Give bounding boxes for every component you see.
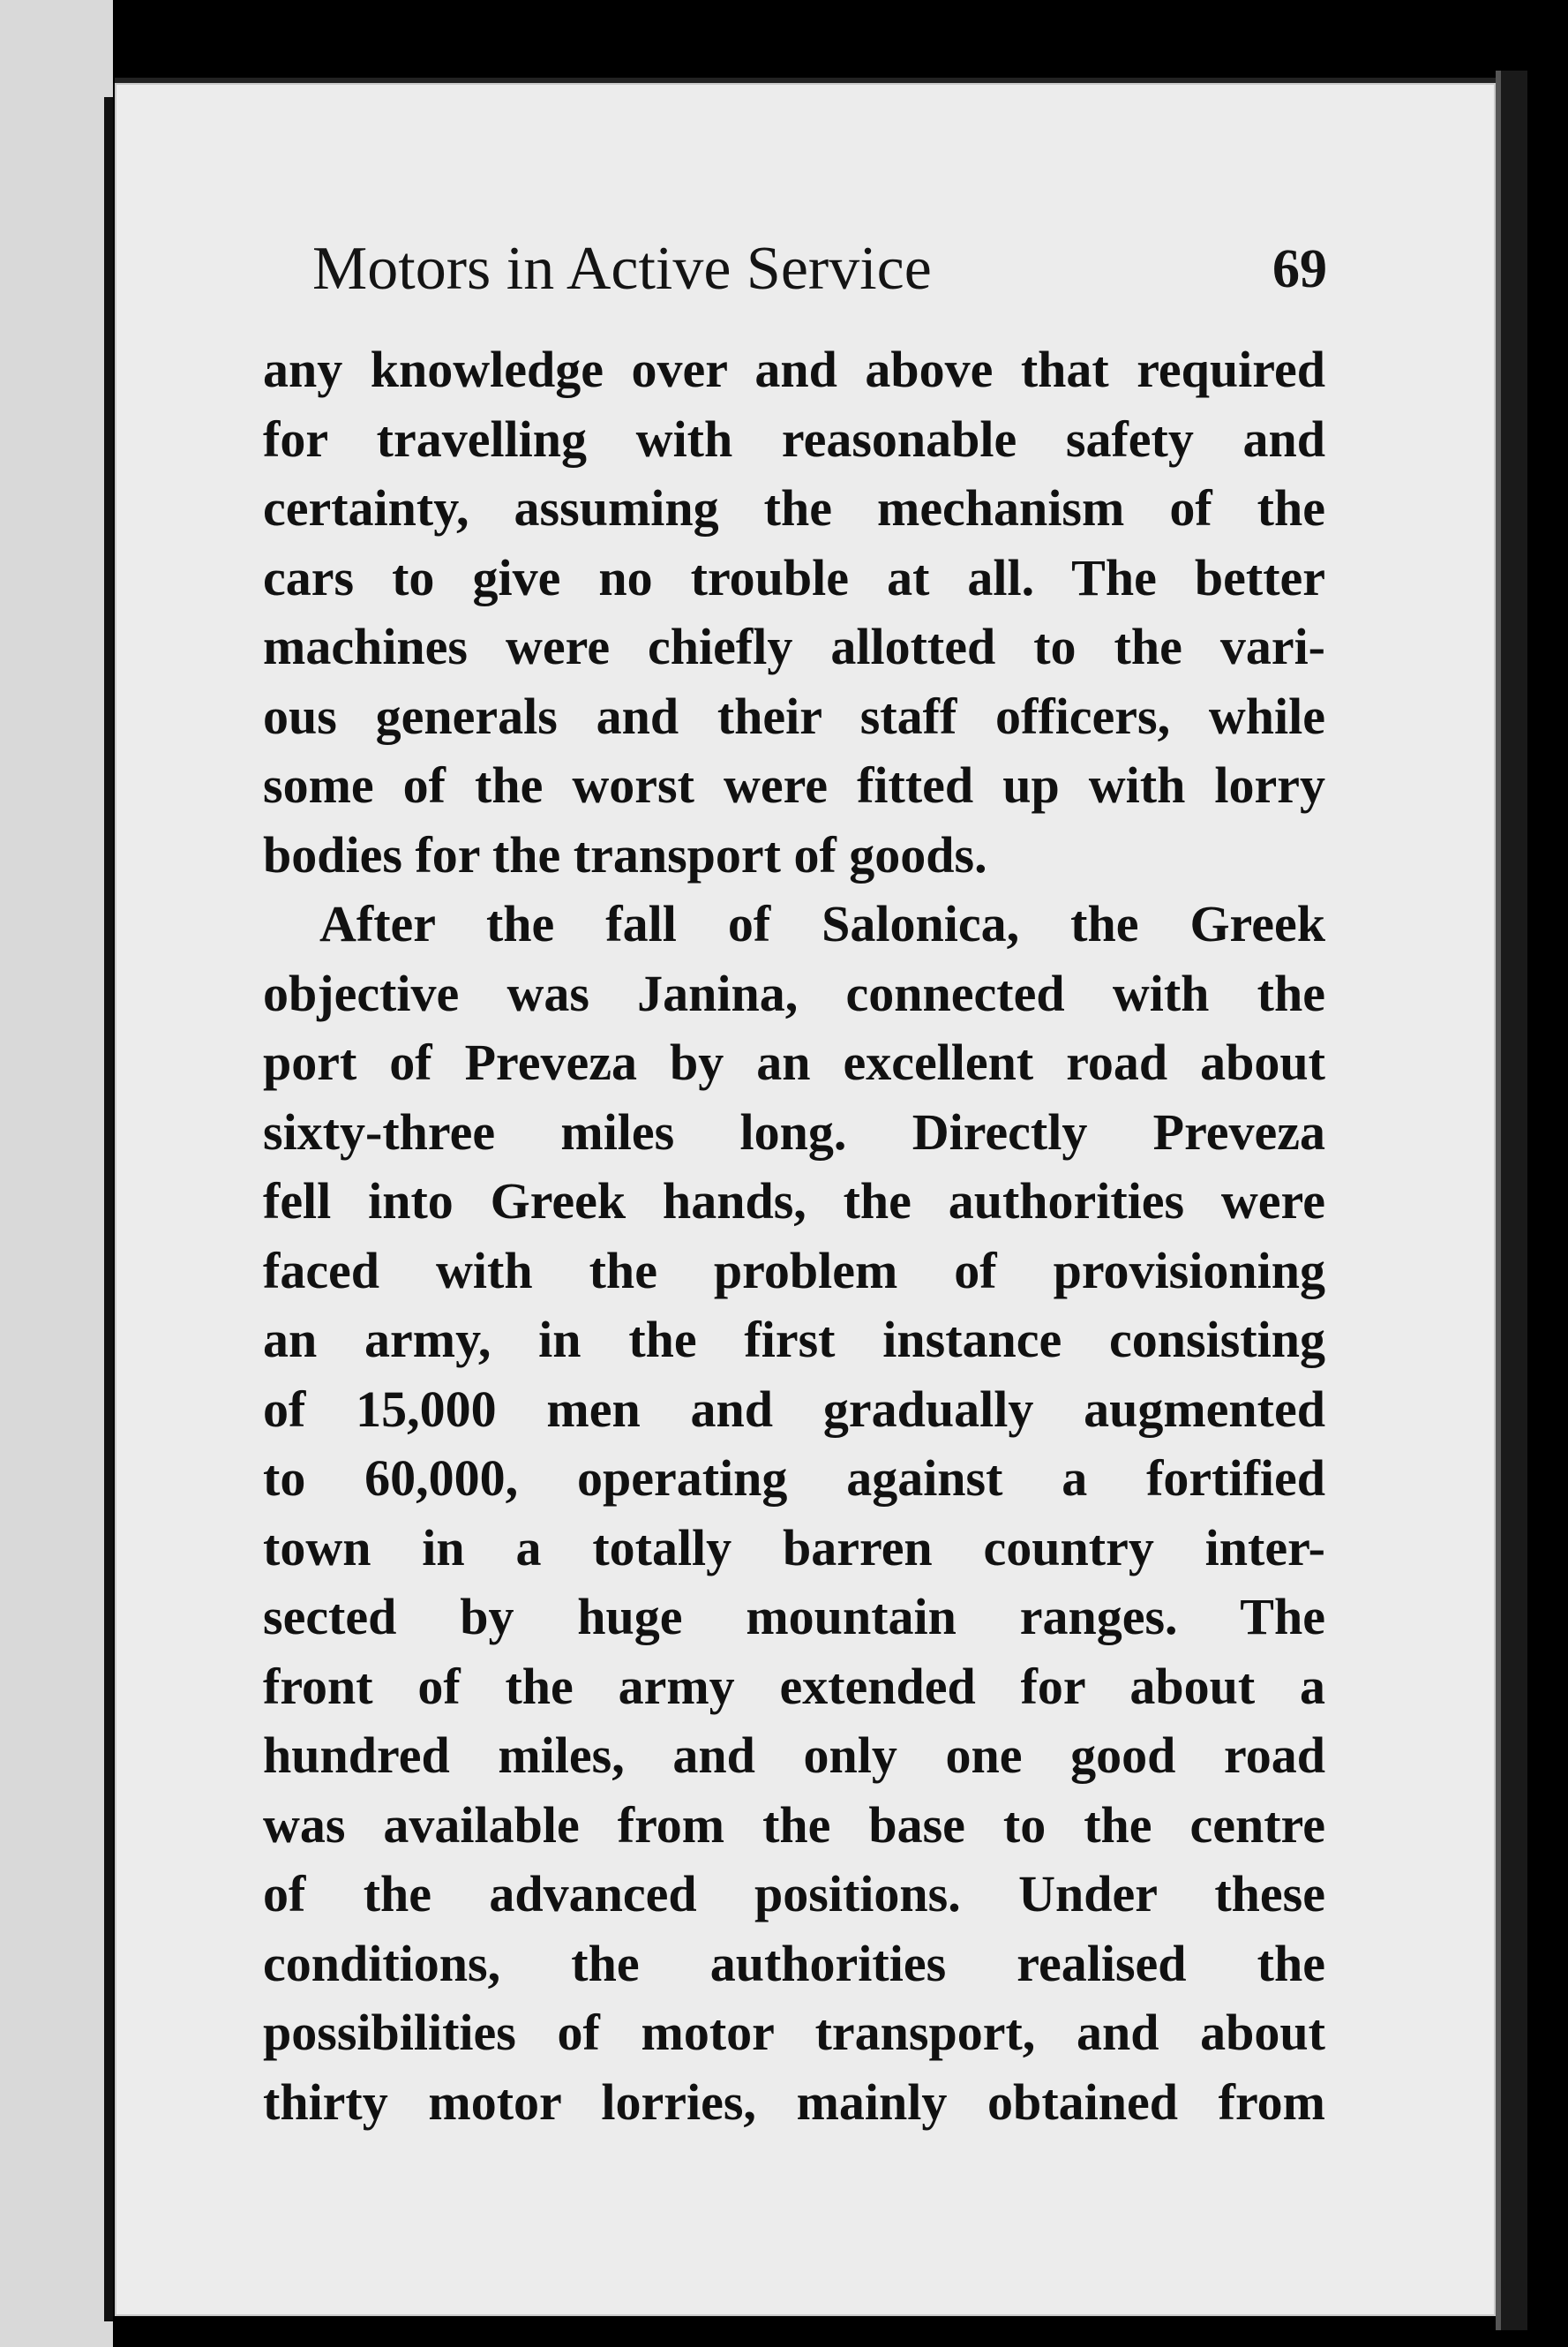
text-line: thirty motor lorries, mainly obtained from (263, 2072, 1325, 2131)
text-line: After the fall of Salonica, the Greek (319, 895, 1325, 952)
text-line: of 15,000 men and gradually augmented (263, 1380, 1325, 1438)
text-line: for travelling with reasonable safety and (263, 410, 1325, 468)
text-line: was available from the base to the centre (263, 1795, 1325, 1854)
page-body (263, 335, 1325, 2137)
text-line: of the advanced positions. Under these (263, 1865, 1325, 1922)
running-header (312, 225, 1327, 313)
text-line: ous generals and their staff officers, while (263, 687, 1325, 745)
text-line: an army, in the first instance consisting (263, 1311, 1325, 1368)
text-line: sixty-three miles long. Directly Preveza (263, 1102, 1325, 1161)
text-line: fell into Greek hands, the authorities were (263, 1172, 1325, 1230)
text-line: machines were chiefly allotted to the vari- (263, 618, 1325, 675)
text-line: objective was Janina, connected with the (263, 964, 1325, 1022)
text-line: cars to give no trouble at all. The better (263, 548, 1325, 606)
text-line: conditions, the authorities realised the (263, 1934, 1325, 1992)
text-line: any knowledge over and above that required (263, 341, 1325, 398)
running-title: Motors in Active Service (312, 235, 932, 303)
text-line: to 60,000, operating against a fortified (263, 1449, 1325, 1507)
text-line: certainty, assuming the mechanism of the (263, 479, 1325, 537)
text-line: port of Preveza by an excellent road about (263, 1034, 1325, 1091)
page-number: 69 (1272, 238, 1327, 299)
text-line: town in a totally barren country inter- (263, 1518, 1325, 1576)
text-line: faced with the problem of provisioning (263, 1241, 1325, 1299)
text-line: sected by huge mountain ranges. The (263, 1588, 1325, 1645)
text-line: possibilities of motor transport, and about (263, 2004, 1325, 2061)
text-line: hundred miles, and only one good road (263, 1726, 1325, 1784)
text-line: front of the army extended for about a (263, 1657, 1325, 1715)
text-line: bodies for the transport of goods. (263, 825, 987, 884)
book-spine-edge (1496, 71, 1527, 2330)
text-line: some of the worst were fitted up with lorry (263, 756, 1325, 814)
left-page-edge (0, 0, 113, 2347)
